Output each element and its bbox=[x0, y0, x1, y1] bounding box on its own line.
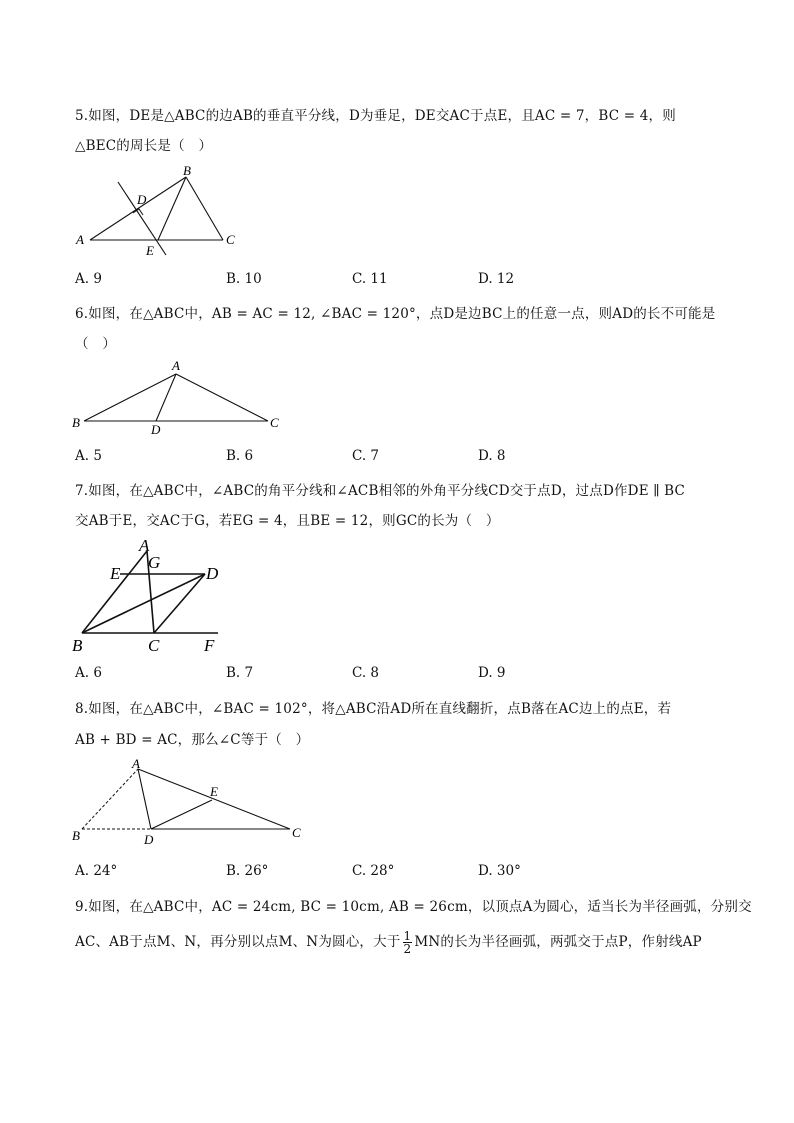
q8-label-b: B bbox=[72, 828, 80, 843]
q7-label-e: E bbox=[110, 564, 121, 583]
q8-label-a: A bbox=[132, 756, 140, 771]
q8-option-c[interactable]: C. 28° bbox=[352, 863, 395, 879]
q7-option-b[interactable]: B. 7 bbox=[226, 665, 254, 681]
q5-option-d[interactable]: D. 12 bbox=[478, 271, 515, 287]
q6-segment-ab bbox=[84, 374, 176, 421]
q8-segment-ad bbox=[138, 769, 151, 829]
q8-segment-de bbox=[151, 800, 212, 829]
q7-text-line-2: 交AB于E，交AC于G，若EG = 4，且BE = 12，则GC的长为（ ） bbox=[75, 513, 500, 529]
q7-option-a[interactable]: A. 6 bbox=[75, 665, 102, 681]
q7-label-g: G bbox=[148, 553, 161, 572]
q7-figure bbox=[70, 533, 230, 655]
q7-label-a: A bbox=[139, 536, 150, 555]
q9-text-line-2 bbox=[75, 930, 702, 955]
q6-label-c: C bbox=[270, 415, 279, 430]
q5-text-line-1: 5.如图，DE是△ABC的边AB的垂直平分线，D为垂足，DE交AC于点E，且AC = 7，BC = 4，则 bbox=[75, 108, 676, 124]
q8-label-e: E bbox=[210, 784, 218, 799]
q5-text-line-2: △BEC的周长是（ ） bbox=[75, 138, 213, 154]
q6-segment-ac bbox=[176, 374, 268, 421]
q9-text-line-1: 9.如图，在△ABC中，AC = 24cm, BC = 10cm, AB = 26cm，以顶点A为圆心，适当长为半径画弧，分别交 bbox=[75, 899, 752, 915]
q6-label-d: D bbox=[151, 422, 161, 437]
q6-option-a[interactable]: A. 5 bbox=[75, 448, 102, 464]
q6-figure bbox=[70, 355, 295, 440]
q9-text-line-2-start: AC、AB于点M、N，再分别以点M、N为圆心，大于 bbox=[75, 934, 401, 950]
q8-text-line-1: 8.如图，在△ABC中，∠BAC = 102°，将△ABC沿AD所在直线翻折，点B落在AC边上的点E，若 bbox=[75, 701, 672, 717]
q9-fraction-numerator: 1 bbox=[403, 929, 412, 943]
q5-segment-bc bbox=[186, 177, 223, 240]
q5-figure bbox=[70, 165, 250, 260]
q5-label-a: A bbox=[76, 232, 84, 247]
q8-label-c: C bbox=[292, 825, 301, 840]
q9-text-line-2-end: MN的长为半径画弧，两弧交于点P，作射线AP bbox=[414, 934, 702, 950]
q6-label-a: A bbox=[172, 358, 180, 373]
q8-label-d: D bbox=[144, 832, 154, 847]
q5-label-d: D bbox=[137, 192, 147, 207]
q6-text-line-2: （ ） bbox=[75, 336, 117, 352]
q6-option-b[interactable]: B. 6 bbox=[226, 448, 254, 464]
q7-option-d[interactable]: D. 9 bbox=[478, 665, 506, 681]
q8-option-b[interactable]: B. 26° bbox=[226, 863, 269, 879]
q7-label-c: C bbox=[148, 636, 160, 655]
q5-option-c[interactable]: C. 11 bbox=[352, 271, 388, 287]
q7-option-c[interactable]: C. 8 bbox=[352, 665, 380, 681]
q5-option-b[interactable]: B. 10 bbox=[226, 271, 262, 287]
q8-segment-ab-dashed bbox=[82, 769, 138, 829]
q7-label-b: B bbox=[72, 636, 83, 655]
q9-fraction-denominator: 2 bbox=[403, 942, 412, 956]
q8-option-d[interactable]: D. 30° bbox=[478, 863, 521, 879]
q7-segment-bd bbox=[82, 574, 205, 633]
q6-option-d[interactable]: D. 8 bbox=[478, 448, 506, 464]
q8-segment-ac bbox=[138, 769, 290, 829]
q8-text-line-2: AB + BD = AC，那么∠C等于（ ） bbox=[75, 732, 310, 748]
q8-figure bbox=[70, 755, 310, 850]
q5-label-b: B bbox=[183, 163, 191, 178]
q6-segment-ad bbox=[156, 374, 176, 421]
q7-segment-cd bbox=[154, 574, 205, 633]
q5-label-c: C bbox=[226, 232, 235, 247]
q6-label-b: B bbox=[72, 415, 80, 430]
q7-label-d: D bbox=[206, 564, 219, 583]
q6-text-line-1: 6.如图，在△ABC中，AB = AC = 12, ∠BAC = 120°，点D是边BC上的任意一点，则AD的长不可能是 bbox=[75, 306, 716, 322]
q7-label-f: F bbox=[204, 636, 215, 655]
q5-option-a[interactable]: A. 9 bbox=[75, 271, 102, 287]
q5-label-e: E bbox=[146, 243, 154, 258]
q8-option-a[interactable]: A. 24° bbox=[75, 863, 118, 879]
q9-fraction bbox=[403, 930, 413, 955]
q7-text-line-1: 7.如图，在△ABC中，∠ABC的角平分线和∠ACB相邻的外角平分线CD交于点D，过点D作DE ∥ BC bbox=[75, 483, 686, 499]
q6-option-c[interactable]: C. 7 bbox=[352, 448, 380, 464]
